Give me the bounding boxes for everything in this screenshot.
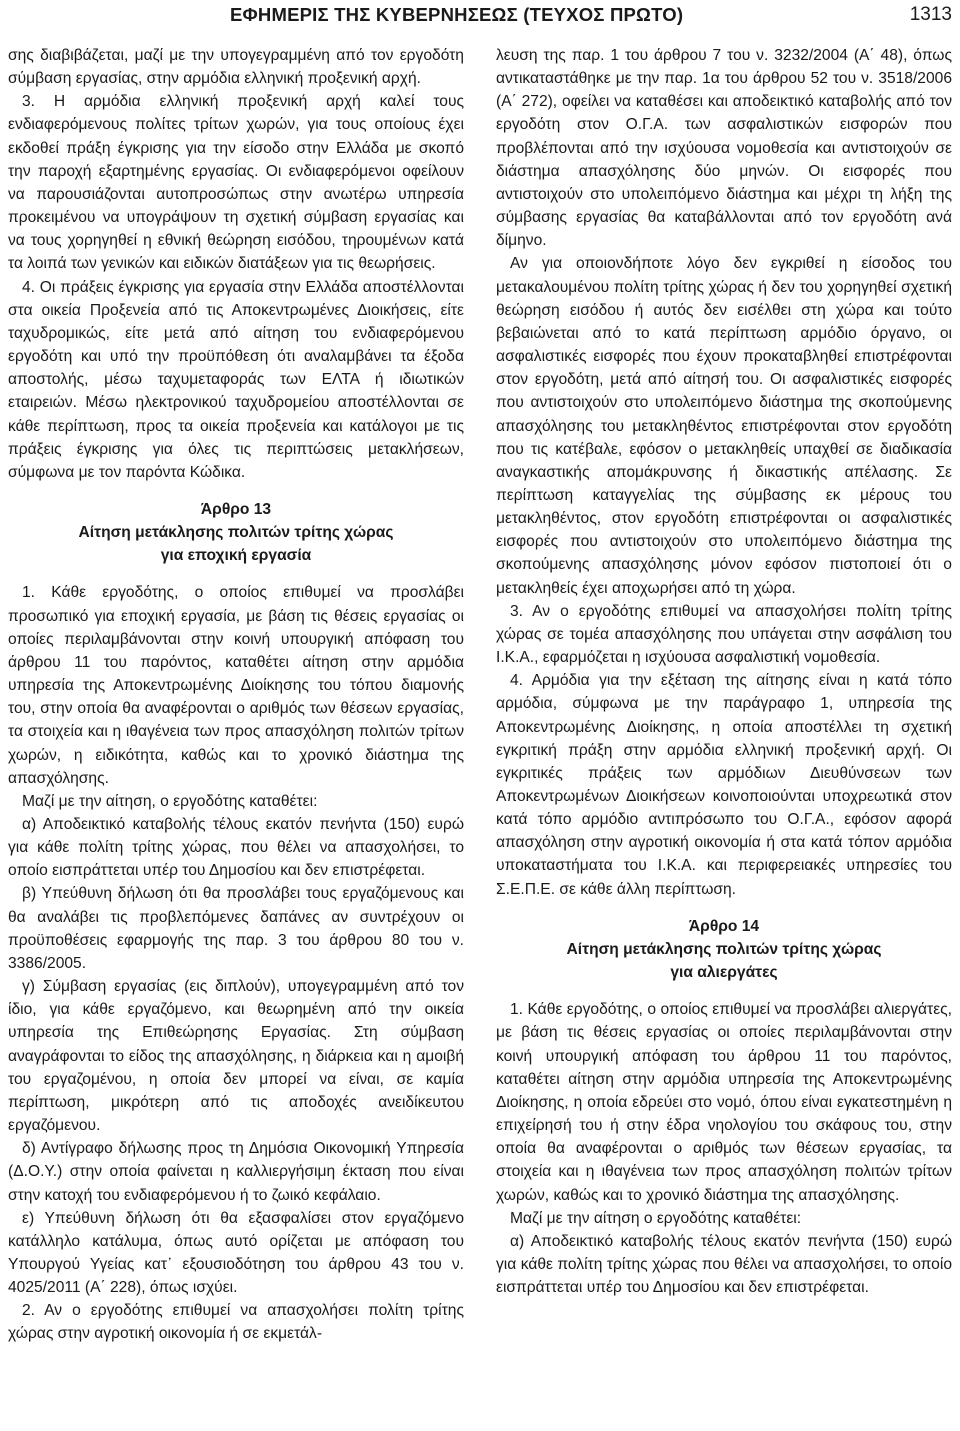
- paragraph: Αν για οποιονδήποτε λόγο δεν εγκριθεί η είσοδος του μετακαλουμένου πολίτη τρίτης χώρας ή δεν του χορηγηθεί σχετική θεώρηση εισόδου ή αυτός δεν εισέλθει στη χώρα και τούτο βεβαιώνεται από το κατά περίπτωση αρμόδιο όργανο, οι ασφαλιστικές εισφορές που έχουν προκαταβληθεί επιστρέφονται στον εργοδότη, μετά από αίτησή του. Οι ασφαλιστικές εισφορές που αντιστοιχούν στο υπολειπόμενο διάστημα της σκοπούμενης απασχόλησης του μετακληθέντος επιστρέφονται στον εργοδότη που τις κατέβαλε, εφόσον ο μετακληθείς υπαχθεί σε διαδικασία αναγκαστικής απομάκρυνσης ή δικαστικής απέλασης. Σε περίπτωση καταγγελίας της σύμβασης εκ μέρους του μετακληθέντος, στον εργοδότη επιστρέφονται οι ασφαλιστικές εισφορές που αντιστοιχούν στο υπολειπόμενο διάστημα της σκοπούμενης απασχόλησης μόνον εφόσον πιστοποιεί ότι ο μετακληθείς έχει αποχωρήσει από τη χώρα.: [496, 255, 952, 597]
- page-header: [0, 4, 960, 28]
- paragraph: δ) Αντίγραφο δήλωσης προς τη Δημόσια Οικονομική Υπηρεσία (Δ.Ο.Υ.) στην οποία φαίνεται η καλλιεργήσιμη έκταση που είναι στην κατοχή του ενδιαφερόμενου ή το ζωικό κεφάλαιο.: [8, 1140, 464, 1204]
- paragraph: γ) Σύμβαση εργασίας (εις διπλούν), υπογεγραμμένη από τον ίδιο, για κάθε εργαζόμενο, και θεωρημένη από την οικεία υπηρεσία της Επιθεώρησης Εργασίας. Στη σύμβαση αναγράφονται το είδος της απασχόλησης, η διάρκεια και η αμοιβή του εργαζομένου, η οποία δεν μπορεί να είναι, σε καμία περίπτωση, μικρότερη από τις αποδοχές ανειδίκευτου εργαζόμενου.: [8, 978, 464, 1135]
- article-14-title-line1: Αίτηση μετάκλησης πολιτών τρίτης χώρας: [566, 940, 882, 958]
- paragraph: λευση της παρ. 1 του άρθρου 7 του ν. 3232/2004 (Α΄ 48), όπως αντικαταστάθηκε με την παρ. 1α του άρθρου 52 του ν. 3518/2006 (Α΄ 272), οφείλει να καταθέσει και αποδεικτικό καταβολής από τον εργοδότη στον Ο.Γ.Α. των ασφαλιστικών εισφορών που προβλέπονται από την ισχύουσα νομοθεσία και αντιστοιχούν σε διάστημα απασχόλησης δύο μηνών. Οι εισφορές που αντιστοιχούν στο υπολειπόμενο διάστημα και μέχρι τη λήξη της σύμβασης εργασίας θα καταβάλλονται από τον εργοδότη ανά δίμηνο.: [496, 47, 952, 250]
- paragraph: 4. Οι πράξεις έγκρισης για εργασία στην Ελλάδα αποστέλλονται στα οικεία Προξενεία από τις Αποκεντρωμένες Διοικήσεις, είτε ταχυδρομικώς, είτε μετά από αίτηση του ενδιαφερόμενου εργοδότη και υπό την προϋπόθεση ότι αναλαμβάνει τα έξοδα αποστολής, μέσω ταχυμεταφοράς των ΕΛΤΑ ή ιδιωτικών εταιρειών. Μέσω ηλεκτρονικού ταχυδρομείου αποστέλλονται σε κάθε περίπτωση, προς τα οικεία προξενεία και κατάλογοι με τις πράξεις έγκρισης για όλες τις περιπτώσεις μετακλήσεων, σύμφωνα με τον παρόντα Κώδικα.: [8, 278, 464, 481]
- paragraph: ε) Υπεύθυνη δήλωση ότι θα εξασφαλίσει στον εργαζόμενο κατάλληλο κατάλυμα, όπως αυτό ορίζεται με απόφαση του Υπουργού Υγείας κατ᾽ εξουσιοδότηση του άρθρου 43 του ν. 4025/2011 (Α΄ 228), όπως ισχύει.: [8, 1209, 464, 1297]
- paragraph: Μαζί με την αίτηση, ο εργοδότης καταθέτει:: [22, 792, 318, 810]
- article-13-title-line1: Αίτηση μετάκλησης πολιτών τρίτης χώρας: [78, 524, 394, 542]
- paragraph: β) Υπεύθυνη δήλωση ότι θα προσλάβει τους εργαζόμενους και θα αναλάβει τις προβλεπόμενες δαπάνες αν συντρέχουν οι προϋποθέσεις εφαρμογής της παρ. 3 του άρθρου 80 του ν. 3386/2005.: [8, 885, 464, 972]
- paragraph: Μαζί με την αίτηση ο εργοδότης καταθέτει:: [510, 1209, 802, 1227]
- gazette-title: ΕΦΗΜΕΡΙΣ ΤΗΣ ΚΥΒΕΡΝΗΣΕΩΣ (ΤΕΥΧΟΣ ΠΡΩΤΟ): [230, 4, 684, 25]
- paragraph: 1. Κάθε εργοδότης, ο οποίος επιθυμεί να προσλάβει προσωπικό για εποχική εργασία, με βάση τις θέσεις εργασίας οι οποίες περιλαμβάνονται στην κοινή υπουργική απόφαση του άρθρου 11 του παρόντος, καταθέτει αίτηση στην αρμόδια υπηρεσία της Αποκεντρωμένης Διοίκησης του τόπου διαμονής του, στην οποία θα αναφέρονται ο αριθμός των θέσεων εργασίας, τα στοιχεία και η ιθαγένεια των προς απασχόληση πολιτών τρίτων χωρών, η ειδικότητα, καθώς και το χρονικό διάστημα της απασχόλησης.: [8, 584, 464, 787]
- paragraph: α) Αποδεικτικό καταβολής τέλους εκατόν πενήντα (150) ευρώ για κάθε πολίτη τρίτης χώρας, που θέλει να απασχολήσει, το οποίο εισπράττεται υπέρ του Δημοσίου και δεν επιστρέφεται.: [8, 816, 464, 880]
- paragraph: σης διαβιβάζεται, μαζί με την υπογεγραμμένη από τον εργοδότη σύμβαση εργασίας, στην αρμόδια ελληνική προξενική αρχή.: [8, 47, 464, 88]
- paragraph: 4. Αρμόδια για την εξέταση της αίτησης είναι η κατά τόπο αρμόδια, σύμφωνα με την παράγραφο 1, υπηρεσία της Αποκεντρωμένης Διοίκησης, η οποία αποστέλλει τη σχετική εγκριτική πράξη στην αρμόδια ελληνική προξενική αρχή. Οι εγκριτικές πράξεις των αρμόδιων Διευθύνσεων των Αποκεντρωμένων Διοικήσεων κοινοποιούνται υποχρεωτικά στον κατά τόπο αρμόδιο αντιπρόσωπο του Ο.Γ.Α., εφόσον αφορά απασχόληση στην αγροτική οικονομία ή στα κατά τόπον αρμόδια υποκαταστήματα του Ι.Κ.Α. και περιφερειακές υπηρεσίες του Σ.Ε.Π.Ε. σε κάθε άλλη περίπτωση.: [496, 672, 952, 898]
- article-13-number: Άρθρο 13: [200, 500, 272, 518]
- left-column: [8, 44, 464, 1346]
- article-13-title-line2: για εποχική εργασία: [160, 547, 312, 565]
- paragraph: 3. Αν ο εργοδότης επιθυμεί να απασχολήσει πολίτη τρίτης χώρας σε τομέα απασχόλησης που υπάγεται στην ασφάλιση του Ι.Κ.Α., εφαρμόζεται η ισχύουσα ασφαλιστική νομοθεσία.: [496, 602, 952, 667]
- paragraph: 1. Κάθε εργοδότης, ο οποίος επιθυμεί να προσλάβει αλιεργάτες, με βάση τις θέσεις εργασίας οι οποίες περιλαμβάνονται στην κοινή υπουργική απόφαση του άρθρου 11 του παρόντος, καταθέτει αίτηση στην αρμόδια υπηρεσία της Αποκεντρωμένης Διοίκησης, η οποία εδρεύει στο νομό, όπου είναι εγκατεστημένη η επιχείρησή του ή στην έδρα νηολογίου του σκάφους του, στην οποία θα αναφέρονται ο αριθμός των θέσεων εργασίας, τα στοιχεία και η ιθαγένεια των προς απασχόληση πολιτών τρίτων χωρών, καθώς και το χρονικό διάστημα της απασχόλησης.: [496, 1001, 952, 1204]
- article-14-title-line2: για αλιεργάτες: [670, 964, 778, 982]
- paragraph: 2. Αν ο εργοδότης επιθυμεί να απασχολήσει πολίτη τρίτης χώρας στην αγροτική οικονομία ή σε εκμετάλ-: [8, 1302, 464, 1343]
- article-14-number: Άρθρο 14: [688, 917, 760, 935]
- page-number: 1313: [909, 4, 952, 25]
- paragraph: α) Αποδεικτικό καταβολής τέλους εκατόν πενήντα (150) ευρώ για κάθε πολίτη τρίτης χώρας που θέλει να απασχολήσει, το οποίο εισπράττεται υπέρ του Δημοσίου και δεν επιστρέφεται.: [496, 1232, 952, 1297]
- paragraph: 3. Η αρμόδια ελληνική προξενική αρχή καλεί τους ενδιαφερόμενους πολίτες τρίτων χωρών, για τους οποίους έχει εκδοθεί πράξη έγκρισης για την είσοδο στην Ελλάδα με σκοπό την παροχή εξαρτημένης εργασίας. Οι ενδιαφερόμενοι οφείλουν να παρουσιάζονται αυτοπροσώπως στην ανωτέρω υπηρεσία προκειμένου να υπογράψουν τη σχετική σύμβαση εργασίας και να τους χορηγηθεί η εθνική θεώρηση εισόδου, τηρουμένων κατά τα λοιπά των γενικών και ειδικών διατάξεων για τις θεωρήσεις.: [8, 93, 464, 273]
- right-column: [496, 44, 952, 1299]
